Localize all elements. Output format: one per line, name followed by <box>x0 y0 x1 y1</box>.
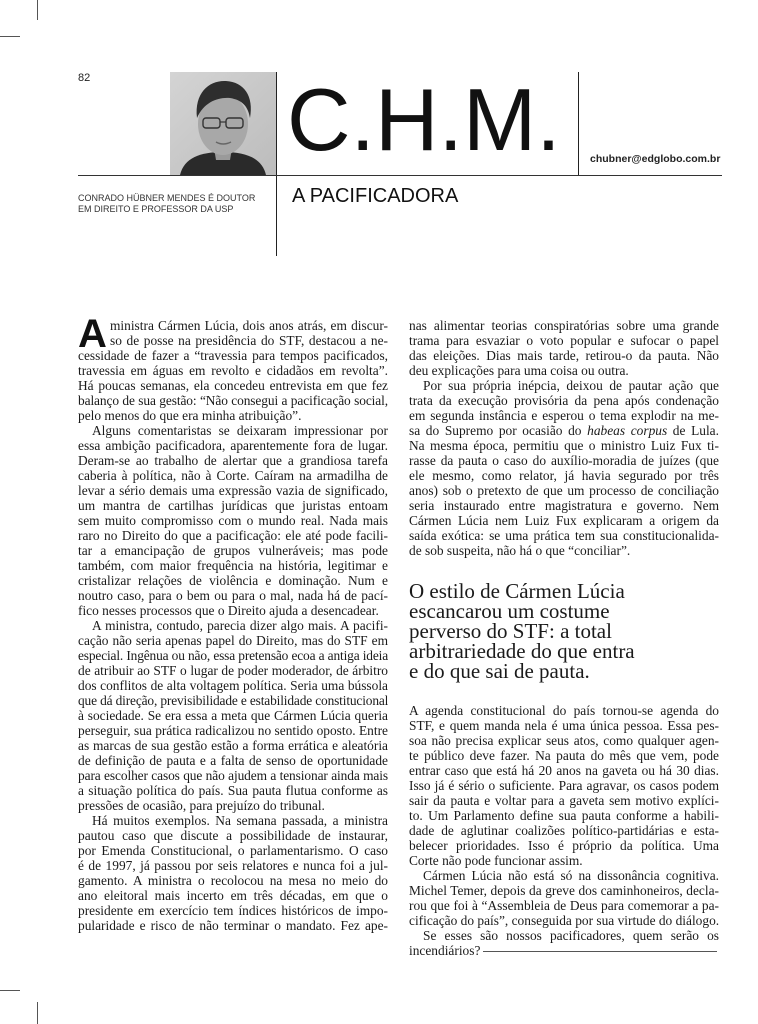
text-line: travessia em águas em revolto e cidadãos em revolta”. <box>78 363 388 378</box>
text-line: dade de aglutinar coalizões político-partidárias e esta- <box>409 823 719 838</box>
text-line: incendiários? <box>409 943 719 958</box>
text-line: deu explicações para uma coisa ou outra. <box>409 363 629 378</box>
text-line: para escolher casos que não ajudem a tensionar ainda mais <box>78 768 388 783</box>
author-bio-line: EM DIREITO E PROFESSOR DA USP <box>78 204 234 214</box>
text-line: perseguir, sua prática radicalizou no sentido oposto. Entre <box>78 723 388 738</box>
text-line: anos) sob o pretexto de que um processo de conciliação <box>409 483 719 498</box>
text-line: de atribuir ao STF o lugar de poder moderador, de árbitro <box>78 663 388 678</box>
text-line: pressões de ocasião, para prejuízo do tribunal. <box>78 798 325 813</box>
text-line <box>409 423 719 438</box>
header-divider <box>276 72 277 256</box>
text-line: ministra Cármen Lúcia, dois anos atrás, em discur- <box>110 318 388 333</box>
text-line: especial. Ingênua ou não, essa pretensão ecoa a antiga ideia <box>78 648 388 663</box>
text-line: cificação do país”, conseguida por sua virtude do diálogo. <box>409 913 719 928</box>
text-line: rou que foi à “Assembleia de Deus para comemorar a pa- <box>409 898 719 913</box>
crop-mark <box>37 1002 38 1024</box>
paragraph <box>78 813 388 933</box>
article-headline: A PACIFICADORA <box>292 185 459 207</box>
text-line: so de posse na presidência do STF, destacou a ne- <box>110 333 388 348</box>
italic-term: habeas corpus <box>587 423 668 438</box>
text-line: Cármen Lúcia nem Luiz Fux explicaram a origem da <box>409 513 719 528</box>
text-line: Há muitos exemplos. Na semana passada, a ministra <box>92 813 388 828</box>
end-of-article-rule <box>483 951 717 952</box>
text-line: Cármen Lúcia não está só na dissonância cognitiva. <box>423 868 719 883</box>
crop-mark <box>37 0 38 20</box>
text-line: sem muito compromisso com o mundo real. Nada mais <box>78 513 388 528</box>
pull-quote-line: perverso do STF: a total <box>409 619 612 643</box>
text-line: saída exótica: se uma prática tem sua constitucionalida- <box>409 528 719 543</box>
text-line: cação não seria apenas papel do Direito, mas do STF em <box>78 633 388 648</box>
text-line: pelo menos do que era minha atribuição”. <box>78 408 302 423</box>
paragraph <box>409 318 719 378</box>
text-line: sair da pauta e voltar para a gaveta sem motivo explíci- <box>409 793 719 808</box>
text-line: dos conflitos de alta voltagem política. Seria uma bússola <box>78 678 388 693</box>
pull-quote-line: arbitrariedade do que entra <box>409 639 635 663</box>
text-segment: sa do Supremo por ocasião do <box>409 423 588 438</box>
text-line: pularidade e risco de não terminar o mandato. Fez ape- <box>78 918 388 933</box>
article-column-2 <box>409 318 719 958</box>
column-name: C.H.M. <box>287 70 561 169</box>
text-line: seria instaurado entre magistratura e governo. Nem <box>409 498 719 513</box>
text-line: nas alimentar teorias conspiratórias sobre uma grande <box>409 318 719 333</box>
text-line: balanço de sua gestão: “Não consegui a pacificação social, <box>78 393 388 408</box>
text-line: Há poucas semanas, ela concedeu entrevista em que fez <box>78 378 388 393</box>
crop-mark <box>0 990 20 991</box>
text-line: trata da execução provisória da pena após condenação <box>409 393 719 408</box>
text-line: entrar caso que está há 20 anos na gaveta ou há 30 dias. <box>409 763 719 778</box>
page-number: 82 <box>78 72 91 84</box>
text-line: raro no Direito do que a pacificação: ele até pode facili- <box>78 528 388 543</box>
text-line: Deram-se ao trabalho de alertar que a grandiosa tarefa <box>78 453 388 468</box>
text-line: também, com maior frequência na história, legitimar e <box>78 558 388 573</box>
text-line: das eleições. Dias mais tarde, retirou-o da pauta. Não <box>409 348 719 363</box>
text-line: ano eleitoral mais incerto em três décadas, em que o <box>78 888 388 903</box>
paragraph <box>78 618 388 813</box>
text-line: Alguns comentaristas se deixaram impressionar por <box>92 423 388 438</box>
text-line: de sob suspeita, não há o que “conciliar”. <box>409 543 631 558</box>
text-line: levar a sério demais uma expressão vazia de significado, <box>78 483 388 498</box>
text-line: é de 1997, já passou por seis relatores e nunca foi a jul- <box>78 858 388 873</box>
text-line: A ministra, contudo, parecia dizer algo mais. A pacifi- <box>92 618 388 633</box>
paragraph <box>409 378 719 558</box>
text-line: fico nesses processos que o Direito ajuda a desencadear. <box>78 603 379 618</box>
text-line: que dá direção, previsibilidade e estabilidade constitucional <box>78 693 388 708</box>
text-line: ele mesmo, como relator, já havia segurado por três <box>409 468 719 483</box>
text-line: te público deve fazer. Na pauta do mês que vem, pode <box>409 748 719 763</box>
drop-cap: A <box>78 312 107 356</box>
text-line: tar a emancipação de grupos vulneráveis; mas pode <box>78 543 388 558</box>
text-line: belecer prioridades. Isso é próprio da política. Uma <box>409 838 719 853</box>
text-line: por Emenda Constitucional, o parlamentarismo. O caso <box>78 843 388 858</box>
text-line: Corte não pode funcionar assim. <box>409 853 583 868</box>
paragraph <box>409 928 719 958</box>
paragraph <box>78 423 388 618</box>
pull-quote-line: e do que sai de pauta. <box>409 659 590 683</box>
text-line: pautou caso que discute a possibilidade de instaurar, <box>78 828 388 843</box>
author-email[interactable]: chubner@edglobo.com.br <box>590 153 721 165</box>
text-line: noutro caso, para o bem ou para o mal, nada há de pací- <box>78 588 388 603</box>
text-line: soa não precisa explicar seus atos, como qualquer agen- <box>409 733 719 748</box>
header-divider <box>578 72 579 175</box>
text-line: trama para esvaziar o voto popular e sufocar o papel <box>409 333 719 348</box>
text-line: Se esses são nossos pacificadores, quem serão os <box>423 928 719 943</box>
text-line: Michel Temer, depois da greve dos caminhoneiros, decla- <box>409 883 719 898</box>
text-line: cristalizar relações de violência e dominação. Num e <box>78 573 388 588</box>
text-line: essa ambição pacificadora, aparentemente fora de lugar. <box>78 438 388 453</box>
paragraph <box>78 312 388 423</box>
header-rule <box>78 175 722 176</box>
text-line: caberia à política, não à Corte. Caíram na armadilha de <box>78 468 388 483</box>
text-line: um mantra de cartilhas jurídicas que juristas entoam <box>78 498 388 513</box>
text-line: Na mesma época, permitiu que o ministro Luiz Fux ti- <box>409 438 719 453</box>
text-line: A agenda constitucional do país tornou-se agenda do <box>409 703 719 718</box>
crop-mark <box>0 36 20 37</box>
text-line: em segunda instância e esperou o tema explodir na me- <box>409 408 719 423</box>
author-bio <box>78 193 255 215</box>
paragraph <box>409 703 719 868</box>
article-column-1 <box>78 312 388 933</box>
pull-quote <box>409 581 719 681</box>
text-line: rasse da pauta o caso do auxílio-moradia de juízes (que <box>409 453 719 468</box>
text-line: gamento. A ministra o recolocou na mesa no meio do <box>78 873 388 888</box>
pull-quote-line: escancarou um costume <box>409 599 610 623</box>
pull-quote-line: O estilo de Cármen Lúcia <box>409 579 625 603</box>
text-line: a situação política do país. Sua pauta flutua conforme as <box>78 783 388 798</box>
text-segment: de Lula. <box>667 423 719 438</box>
paragraph <box>409 868 719 928</box>
text-line: Por sua própria inépcia, deixou de pautar ação que <box>423 378 719 393</box>
text-line: presidente em exercício tem índices históricos de impo- <box>78 903 388 918</box>
text-line: as marcas de sua gestão estão a forma errática e aleatória <box>78 738 388 753</box>
author-bio-line: CONRADO HÜBNER MENDES É DOUTOR <box>78 193 256 203</box>
author-photo <box>170 72 276 175</box>
text-line: to. Um Parlamento define sua pauta conforme a habili- <box>409 808 719 823</box>
text-line: cessidade de fazer a “travessia para tempos pacificados, <box>78 348 388 363</box>
text-line: à sociedade. Se era essa a meta que Cármen Lúcia queria <box>78 708 388 723</box>
text-line: STF, e quem manda nela é uma única pessoa. Essa pes- <box>409 718 719 733</box>
text-line: Isso já é sério o suficiente. Para agravar, os casos podem <box>409 778 719 793</box>
text-line: de definição de pauta e a falta de senso de oportunidade <box>78 753 388 768</box>
